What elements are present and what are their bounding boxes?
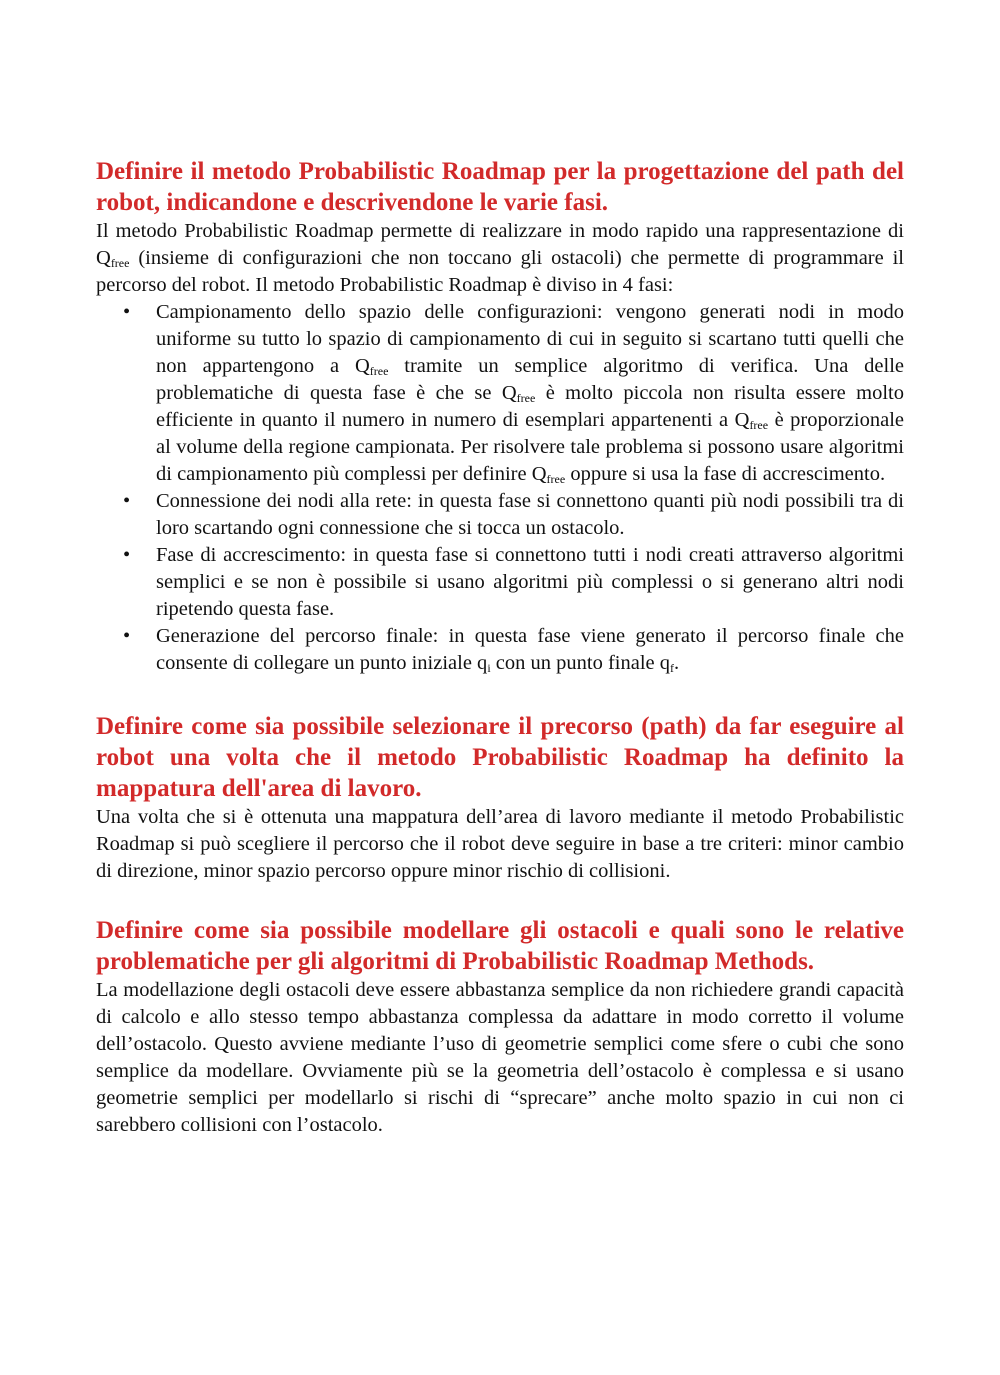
bullet-icon: • (123, 544, 131, 566)
section-body-paragraph: La modellazione degli ostacoli deve essere abbastanza semplice da non richiedere grandi capacità di calcolo e allo stesso tempo abbastanza complessa da adattare in modo corretto il volume dell’ostacolo. Questo avviene mediante l’uso di geometrie semplici come sfere o cubi che sono semplice da modellare. Ovviamente più se la geometria dell’ostacolo è complessa e si usano geometrie semplici per modellarlo si rischi di “sprecare” anche molto spazio in cui non ci sarebbero collisioni con l’ostacolo. (96, 979, 904, 1136)
section-heading: Definire il metodo Probabilistic Roadmap per la progettazione del path del robot, indicandone e descrivendone le varie fasi. (96, 158, 904, 216)
section-prm-method (96, 156, 904, 677)
section-intro-paragraph: Il metodo Probabilistic Roadmap permette di realizzare in modo rapido una rappresentazione di $Q_{free}$ (insieme di configurazioni che non toccano gli ostacoli) che permette di programmare il percorso del robot. Il metodo Probabilistic Roadmap è diviso in 4 fasi: (96, 220, 904, 296)
list-item: • Campionamento dello spazio delle configurazioni: vengono generati nodi in modo uniforme su tutto lo spazio di campionamento di cui in seguito si scartano tutti quelli che non appartengono a $Q_{free}$ tramite un semplice algoritmo di verifica. Una delle problematiche di questa fase è che se $Q_{free}$ è molto piccola non risulta essere molto efficiente in quanto il numero in numero di esemplari appartenenti a $Q_{free}$ è proporzionale al volume della regione campionata. Per risolvere tale problema si possono usare algoritmi di campionamento più complessi per definire $Q_{free}$ oppure si usa la fase di accrescimento. (123, 301, 905, 486)
bullet-icon: • (123, 625, 131, 647)
section-path-selection (96, 711, 904, 885)
section-body-paragraph: Una volta che si è ottenuta una mappatura dell’area di lavoro mediante il metodo Probabilistic Roadmap si può scegliere il percorso che il robot deve seguire in base a tre criteri: minor cambio di direzione, minor spazio percorso oppure minor rischio di collisioni. (96, 806, 904, 882)
phases-list (96, 299, 904, 677)
list-item: • Generazione del percorso finale: in questa fase viene generato il percorso finale che consente di collegare un punto iniziale $q_i$ con un punto finale $q_f$. (123, 625, 904, 675)
bullet-icon: • (123, 301, 131, 323)
section-heading: Definire come sia possibile modellare gli ostacoli e quali sono le relative problematiche per gli algoritmi di Probabilistic Roadmap Methods. (96, 917, 904, 975)
section-obstacle-modeling (96, 915, 904, 1139)
list-item: • Connessione dei nodi alla rete: in questa fase si connettono quanti più nodi possibili tra di loro scartando ogni connessione che si tocca un ostacolo. (123, 490, 904, 539)
bullet-icon: • (123, 490, 131, 512)
document-page (96, 156, 904, 1139)
list-item: • Fase di accrescimento: in questa fase si connettono tutti i nodi creati attraverso algoritmi semplici e se non è possibile si usano algoritmi più complessi o si generano altri nodi ripetendo questa fase. (123, 544, 904, 620)
section-heading: Definire come sia possibile selezionare il precorso (path) da far eseguire al robot una volta che il metodo Probabilistic Roadmap ha definito la mappatura dell'area di lavoro. (96, 713, 904, 802)
